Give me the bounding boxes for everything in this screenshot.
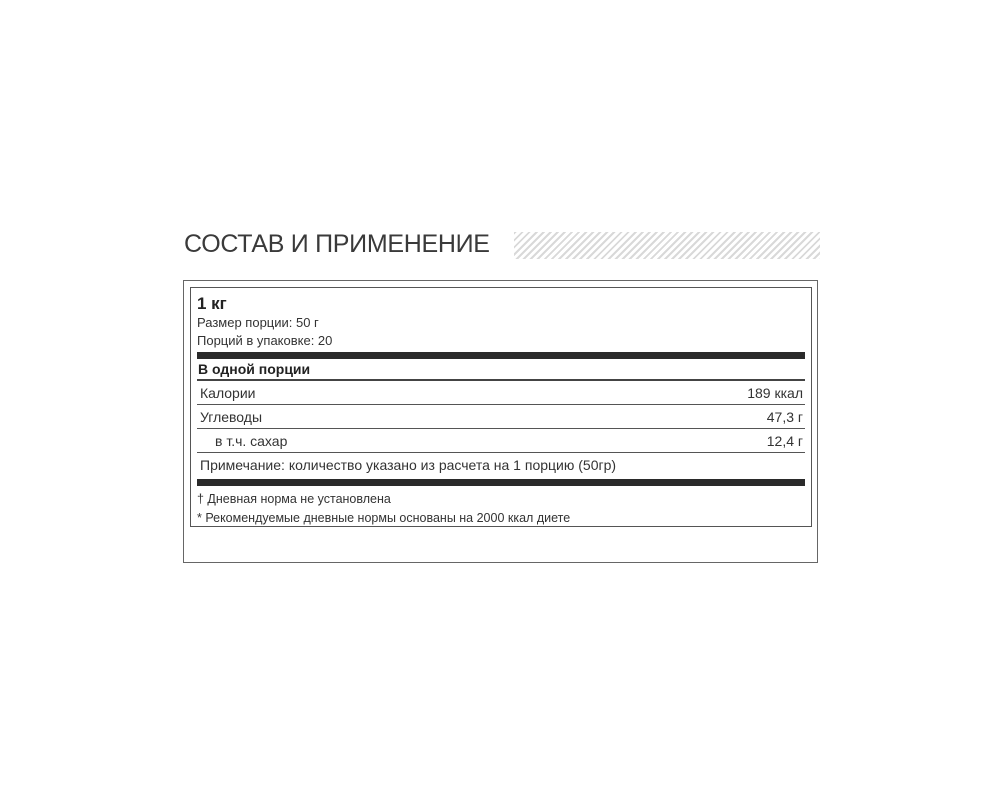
nutrient-label: в т.ч. сахар bbox=[215, 432, 288, 449]
nutrition-facts-box bbox=[190, 287, 812, 527]
footnote-recommended: * Рекомендуемые дневные нормы основаны на 2000 ккал диете bbox=[197, 511, 571, 525]
nutrient-row-carbs bbox=[197, 405, 805, 428]
serving-size: Размер порции: 50 г bbox=[197, 315, 319, 330]
nutrient-row-sugar bbox=[197, 429, 805, 452]
nutrient-value: 12,4 г bbox=[766, 432, 803, 449]
thick-divider bbox=[197, 352, 805, 359]
nutrient-label: Углеводы bbox=[200, 408, 263, 425]
section-title: СОСТАВ И ПРИМЕНЕНИЕ bbox=[184, 230, 490, 258]
section-header bbox=[184, 226, 820, 262]
serving-note: Примечание: количество указано из расчета на 1 порцию (50гр) bbox=[200, 457, 617, 473]
thick-divider bbox=[197, 479, 805, 486]
footnote-daily-value: † Дневная норма не установлена bbox=[197, 492, 391, 506]
nutrient-label: Калории bbox=[200, 384, 256, 401]
servings-per-pack: Порций в упаковке: 20 bbox=[197, 333, 333, 348]
footnotes bbox=[197, 486, 805, 528]
decorative-hatch bbox=[514, 232, 820, 259]
nutrient-value: 189 ккал bbox=[747, 384, 803, 401]
per-serving-heading: В одной порции bbox=[198, 361, 311, 377]
nutrient-row-calories bbox=[197, 381, 805, 404]
nutrient-value: 47,3 г bbox=[766, 408, 803, 425]
package-weight: 1 кг bbox=[197, 294, 227, 313]
